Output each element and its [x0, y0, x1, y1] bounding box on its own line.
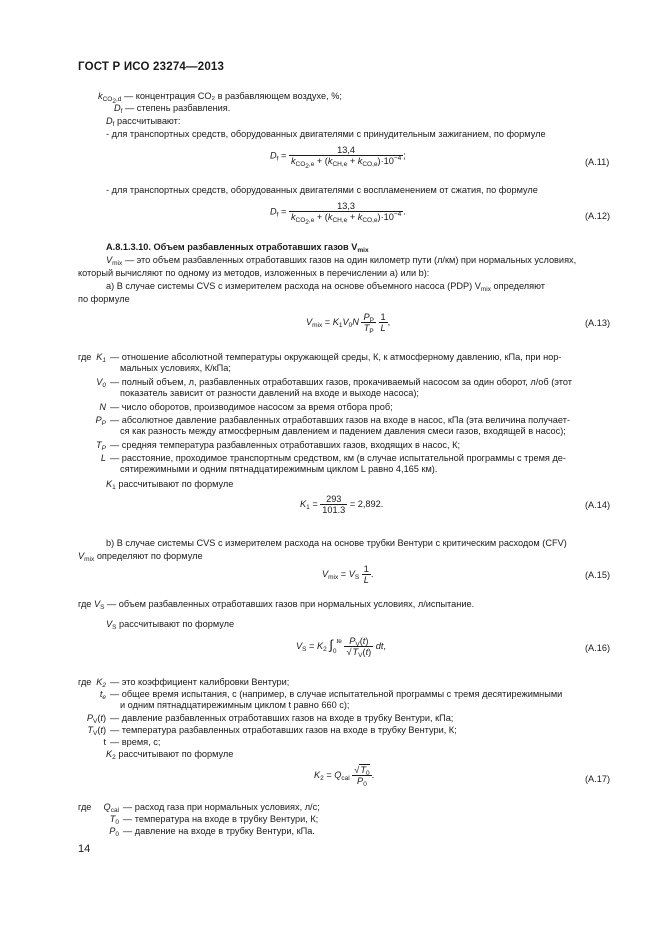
k1-calc-line: $K_1$ рассчитывают по формуле — [106, 479, 234, 491]
equation-a11: $D_f$ = $\frac{13,4}{k_{CO_2,e} + (k_{CH,e} + k_{CO,e})\cdot 10^{-4}}$ ; — [270, 145, 406, 170]
vs-calc-line: $V_S$ рассчитывают по формуле — [106, 619, 235, 631]
where-label-c: где — [78, 802, 92, 812]
section-heading: A.8.1.3.10. Объем разбавленных отработавших газов $V_{mix}$ — [106, 242, 369, 254]
vmix-def-line1: $V_{mix}$ — это объем разбавленных отработавших газов на один километр пути (л/км) при нормальных условиях, — [106, 255, 577, 267]
def-pp: $P_P$ — абсолютное давление разбавленных отработавших газов на входе в насос, кПа (эта величина получает- ся как разность между атмосферным давлением и падением давления смеси газов, входящей в насос); — [95, 415, 570, 436]
equation-a15: $V_{mix} = V_S$ $\frac{1}{L}$ . — [322, 564, 374, 585]
def-kco2d: $k_{CO_2,d}$ — концентрация CO₂ в разбавляющем воздухе, %; — [98, 91, 342, 105]
where-label-a: где — [78, 352, 92, 362]
df-calc-line: $D_f$ рассчитывают: — [106, 116, 181, 128]
page-number: 14 — [78, 843, 91, 855]
def-qcal: $Q_{cal}$ — расход газа при нормальных условиях, л/с; — [103, 802, 320, 814]
case-a-line1: а) В случае системы CVS с измерителем расхода на основе объемного насоса (PDP) $V_{mix}$ определяют — [106, 281, 546, 293]
def-k1: $K_1$ — отношение абсолютной температуры окружающей среды, К, к атмосферному давлению, кПа, при нор- мальных условиях, К/кПа; — [96, 352, 562, 373]
where-label-b: где — [78, 677, 92, 687]
eq-number-a15: (A.15) — [585, 570, 611, 580]
document-header: ГОСТ Р ИСО 23274—2013 — [78, 61, 225, 73]
case-b-line1: b) В случае системы CVS с измерителем расхода на основе трубки Вентури с критическим расходом (CFV) — [106, 538, 567, 548]
def-tv: $T_V(t)$ — температура разбавленных отработавших газов на входе в трубку Вентури, К; — [87, 725, 457, 737]
eq-number-a12: (A.12) — [585, 211, 611, 221]
def-pv: $P_V(t)$ — давление разбавленных отработавших газов на входе в трубку Вентури, кПа; — [86, 713, 454, 725]
eq-number-a16: (A.16) — [585, 643, 611, 653]
def-t0: $T_0$ — температура на входе в трубку Вентури, К; — [109, 814, 319, 826]
equation-a16: $V_S = K_2$ $\int_0^{te}$ $\frac{P_V(t)}{√T_V(t)}$ dt, — [296, 636, 386, 659]
def-l: L — расстояние, проходимое транспортным средством, км (в случае испытательной программы с тремя де- сятирежимными и одним пятнадцатирежимным циклом L равно 4,165 км). — [100, 453, 566, 474]
spark-ignition-text: - для транспортных средств, оборудованных двигателями с принудительным зажиганием, по формуле — [106, 129, 546, 139]
eq-number-a14: (A.14) — [585, 500, 611, 510]
def-t: t — время, с; — [103, 737, 161, 747]
vmix-def-line2: который вычисляют по одному из методов, изложенных в перечислении а) или b): — [78, 268, 430, 278]
def-te: $t_e$ — общее время испытания, с (например, в случае испытательной программы с тремя десятирежимными и одним пятнадцатирежимным циклом t равно 660 с); — [99, 689, 563, 710]
equation-a14: $K_1$ = $\frac{293}{101.3}$ = 2,892. — [300, 494, 384, 515]
equation-a12: $D_f$ = $\frac{13,3}{k_{CO_2,e} + (k_{CH,e} + k_{CO,e})\cdot 10^{-4}}$ . — [270, 201, 406, 226]
compression-ignition-text: - для транспортных средств, оборудованных двигателями с воспламенением от сжатия, по формуле — [106, 185, 538, 195]
def-tp: $T_P$ — средняя температура разбавленных отработавших газов, входящих в насос, К; — [96, 440, 461, 452]
eq-number-a17: (A.17) — [585, 774, 611, 784]
case-a-line2: по формуле — [78, 294, 130, 304]
def-df: $D_f$ — степень разбавления. — [114, 103, 231, 115]
equation-a13: $V_{mix} = K_1V_0N$ $\frac{P_P}{T_P}$ $\frac{1}{L}$ , — [306, 312, 391, 335]
vs-def-line: где $V_S$ — объем разбавленных отработавших газов при нормальных условиях, л/испытание. — [78, 599, 475, 611]
k2-calc-line: $K_2$ рассчитывают по формуле — [106, 749, 234, 761]
case-b-line2: $V_{mix}$ определяют по формуле — [78, 551, 203, 563]
def-p0: $P_0$ — давление на входе в трубку Вентури, кПа. — [109, 826, 315, 838]
equation-a17: $K_2 = Q_{cal}$ $\frac{√T_0}{P_0}$ . — [314, 765, 375, 788]
eq-number-a11: (A.11) — [585, 157, 610, 167]
eq-number-a13: (A.13) — [585, 318, 611, 328]
def-k2: $K_2$ — это коэффициент калибровки Вентури; — [96, 677, 290, 689]
def-n: N — число оборотов, производимое насосом за время отбора проб; — [99, 402, 393, 412]
def-v0: $V_0$ — полный объем, л, разбавленных отработавших газов, прокачиваемый насосом за один оборот, л/об (этот показатель зависит от разности давлений на входе и выходе насоса); — [96, 377, 572, 398]
